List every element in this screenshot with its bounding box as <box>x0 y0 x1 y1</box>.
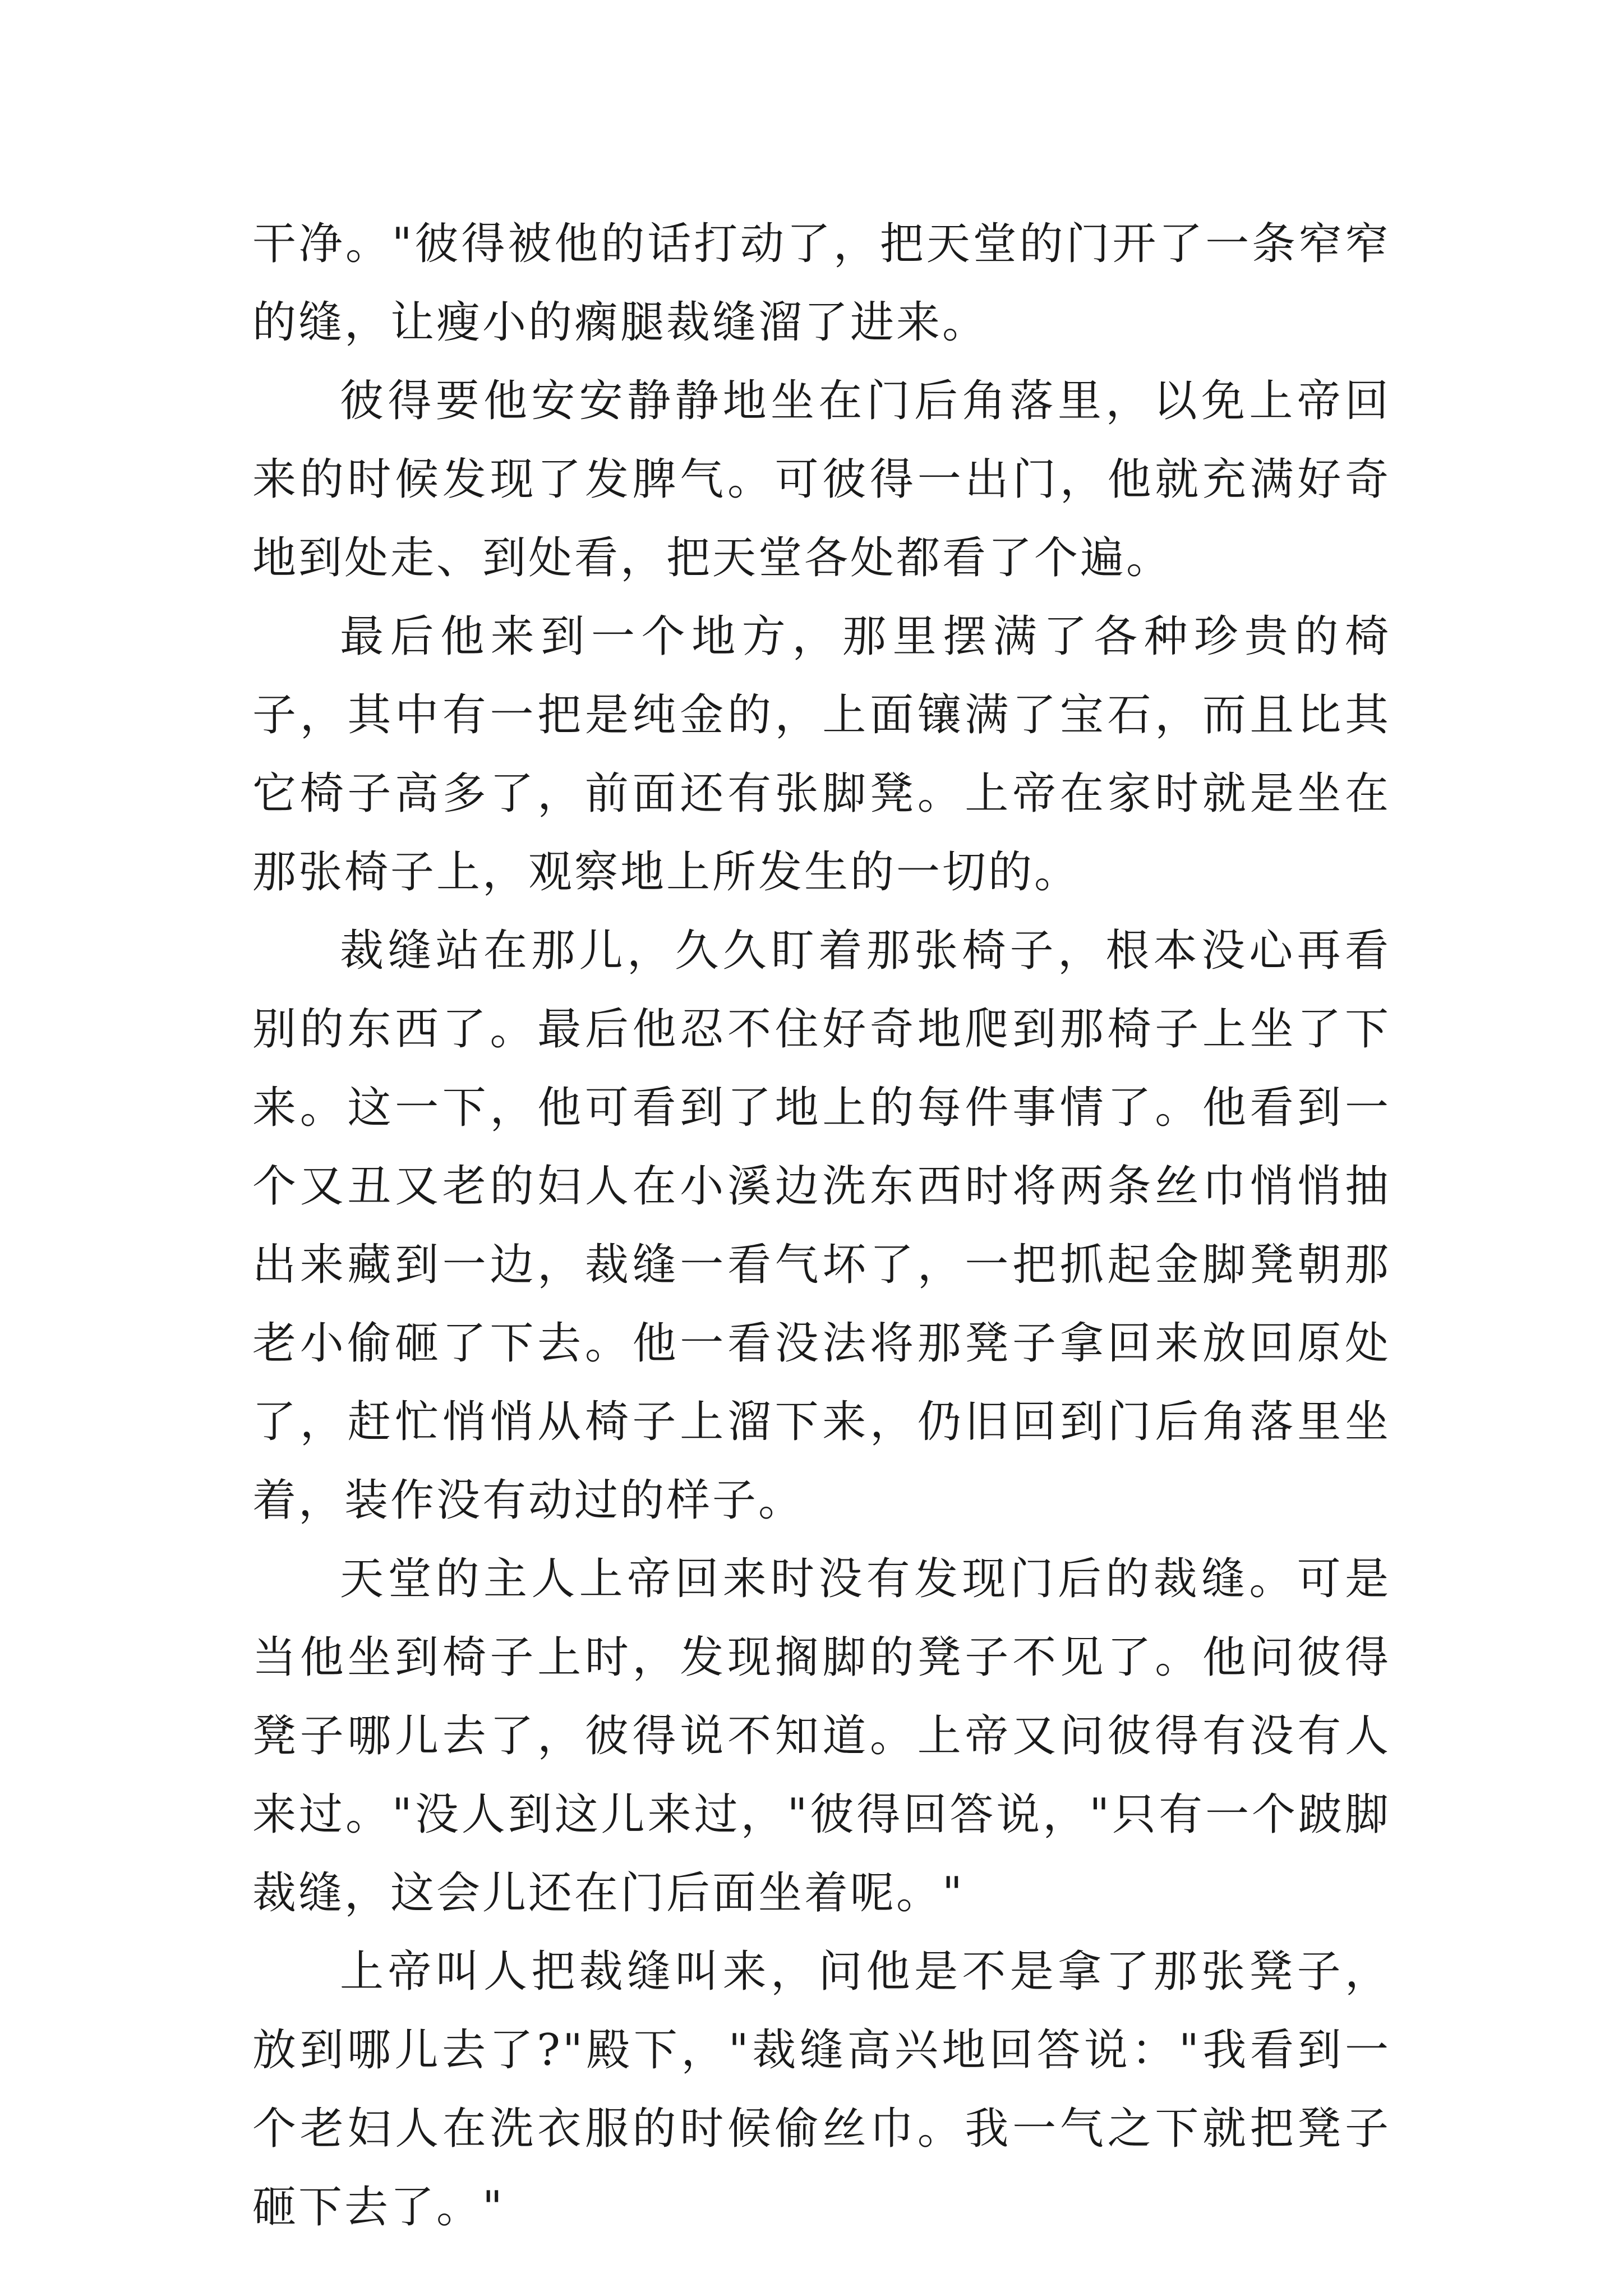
body-text <box>252 205 1391 2247</box>
paragraph-2: 彼得要他安安静静地坐在门后角落里，以免上帝回来的时候发现了发脾气。可彼得一出门，他就充满好奇地到处走、到处看，把天堂各处都看了个遍。 <box>252 376 1391 583</box>
paragraph-1: 干净。"彼得被他的话打动了，把天堂的门开了一条窄窄的缝，让瘦小的瘸腿裁缝溜了进来。 <box>252 219 1391 348</box>
paragraph-5: 天堂的主人上帝回来时没有发现门后的裁缝。可是当他坐到椅子上时，发现搁脚的凳子不见了。他问彼得凳子哪儿去了，彼得说不知道。上帝又问彼得有没有人来过。"没人到这儿来过，"彼得回答说，"只有一个跛脚裁缝，这会儿还在门后面坐着呢。" <box>252 1554 1391 1918</box>
paragraph-6: 上帝叫人把裁缝叫来，问他是不是拿了那张凳子，放到哪儿去了?"殿下，"裁缝高兴地回答说："我看到一个老妇人在洗衣服的时候偷丝巾。我一气之下就把凳子砸下去了。" <box>252 1947 1391 2233</box>
paragraph-3: 最后他来到一个地方，那里摆满了各种珍贵的椅子，其中有一把是纯金的，上面镶满了宝石，而且比其它椅子高多了，前面还有张脚凳。上帝在家时就是坐在那张椅子上，观察地上所发生的一切的。 <box>252 611 1391 898</box>
paragraph-4: 裁缝站在那儿，久久盯着那张椅子，根本没心再看别的东西了。最后他忍不住好奇地爬到那椅子上坐了下来。这一下，他可看到了地上的每件事情了。他看到一个又丑又老的妇人在小溪边洗东西时将两条丝巾悄悄抽出来藏到一边，裁缝一看气坏了，一把抓起金脚凳朝那老小偷砸了下去。他一看没法将那凳子拿回来放回原处了，赶忙悄悄从椅子上溜下来，仍旧回到门后角落里坐着，装作没有动过的样子。 <box>252 926 1391 1526</box>
